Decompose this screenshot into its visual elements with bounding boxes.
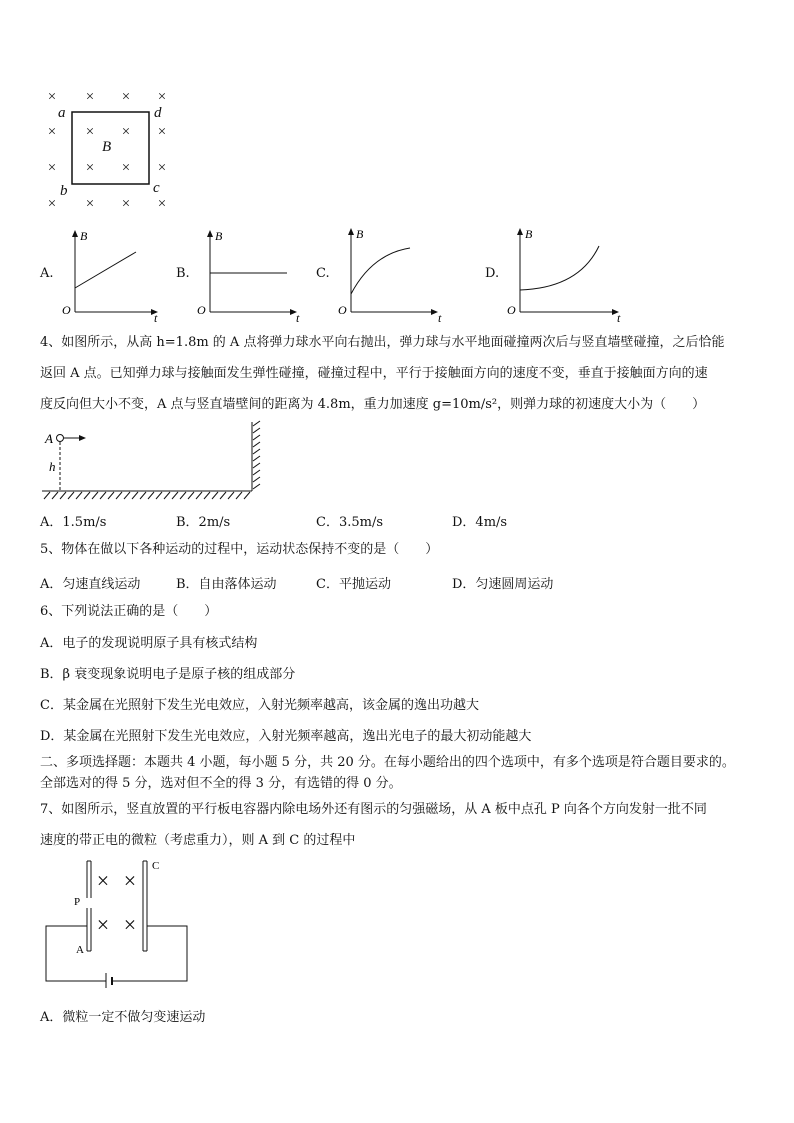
cross-mark: × — [121, 89, 131, 105]
q7-option-a[interactable]: A．微粒一定不做匀变速运动 — [40, 1010, 206, 1025]
plate-label-C: C — [152, 860, 160, 872]
cross-mark: × — [121, 124, 131, 140]
cross-mark: × — [157, 89, 167, 105]
q5-stem: 5、物体在做以下各种运动的过程中，运动状态保持不变的是（ ） — [40, 542, 439, 557]
q6-option-a[interactable]: A．电子的发现说明原子具有核式结构 — [40, 636, 258, 651]
cross-mark: × — [47, 160, 57, 176]
capacitor-circuit-figure — [40, 856, 195, 988]
q6-option-b[interactable]: B．β 衰变现象说明电子是原子核的组成部分 — [40, 667, 296, 682]
q4-option-a[interactable]: A．1.5m/s — [40, 515, 107, 530]
q4-option-b[interactable]: B．2m/s — [176, 515, 231, 530]
origin-label: O — [197, 303, 206, 317]
q5-option-b[interactable]: B．自由落体运动 — [176, 577, 277, 592]
q4-option-c[interactable]: C．3.5m/s — [316, 515, 383, 530]
cross-mark: × — [47, 89, 57, 105]
corner-label-c: c — [153, 180, 160, 196]
cross-mark: × — [157, 196, 167, 212]
magnetic-field-figure — [40, 84, 180, 214]
q6-option-d[interactable]: D．某金属在光照射下发生光电效应，入射光频率越高，逸出光电子的最大初动能越大 — [40, 729, 532, 744]
cross-mark: × — [85, 124, 95, 140]
q3-option-c-label: C. — [316, 266, 330, 281]
q4-stem-line-1: 4、如图所示，从高 h=1.8m 的 A 点将弹力球水平向右抛出，弹力球与水平地面碰撞两次后与竖直墙壁碰撞，之后恰能 — [40, 335, 725, 350]
projectile-wall-figure — [38, 420, 270, 502]
cross-mark: × — [123, 868, 137, 893]
curve-convex — [520, 246, 599, 290]
graph-option-c — [334, 222, 454, 322]
graph-option-b — [193, 226, 308, 322]
q6-option-c[interactable]: C．某金属在光照射下发生光电效应，入射光频率越高，该金属的逸出功越大 — [40, 698, 479, 713]
q3-option-d-label: D. — [485, 266, 500, 281]
corner-label-d: d — [154, 105, 162, 121]
origin-label: O — [338, 303, 347, 317]
cross-mark: × — [47, 124, 57, 140]
origin-label: O — [62, 303, 71, 317]
curve-linear — [75, 252, 136, 288]
q7-stem-line-2: 速度的带正电的微粒（考虑重力），则 A 到 C 的过程中 — [40, 833, 356, 848]
x-axis-label: t — [296, 311, 300, 322]
y-axis-label: B — [525, 227, 533, 241]
cross-mark: × — [85, 89, 95, 105]
cross-mark: × — [47, 196, 57, 212]
cross-mark: × — [96, 868, 110, 893]
graph-option-a — [58, 226, 168, 322]
q4-option-d[interactable]: D．4m/s — [452, 515, 508, 530]
cross-mark: × — [157, 124, 167, 140]
plate-label-A: A — [76, 944, 84, 956]
x-axis-label: t — [438, 311, 442, 322]
q4-stem-line-2: 返回 A 点。已知弹力球与接触面发生弹性碰撞，碰撞过程中，平行于接触面方向的速度不变，垂直于接触面方向的速 — [40, 366, 708, 381]
y-axis-label: B — [80, 229, 88, 243]
cross-mark: × — [85, 196, 95, 212]
y-axis-label: B — [215, 229, 223, 243]
point-label-A: A — [45, 431, 53, 446]
cross-mark: × — [96, 912, 110, 937]
q3-option-b-label: B. — [176, 266, 190, 281]
section-2-instructions-line-1: 二、多项选择题：本题共 4 小题，每小题 5 分，共 20 分。在每小题给出的四个选项中，有多个选项是符合题目要求的。 — [40, 755, 735, 770]
curve-concave — [351, 248, 410, 294]
y-axis-label: B — [356, 227, 364, 241]
q6-stem: 6、下列说法正确的是（ ） — [40, 604, 218, 619]
q3-option-a-label: A. — [40, 266, 54, 281]
corner-label-b: b — [60, 183, 68, 199]
corner-label-a: a — [58, 105, 66, 121]
ball — [57, 435, 64, 442]
origin-label: O — [507, 303, 516, 317]
q5-option-a[interactable]: A．匀速直线运动 — [40, 577, 141, 592]
cross-mark: × — [85, 160, 95, 176]
height-label-h: h — [49, 459, 56, 474]
graph-option-d — [503, 222, 633, 322]
cross-mark: × — [121, 160, 131, 176]
cross-mark: × — [121, 196, 131, 212]
hole-label-P: P — [74, 896, 81, 908]
x-axis-label: t — [154, 311, 158, 322]
x-axis-label: t — [617, 311, 621, 322]
q5-option-c[interactable]: C．平抛运动 — [316, 577, 391, 592]
q7-stem-line-1: 7、如图所示，竖直放置的平行板电容器内除电场外还有图示的匀强磁场，从 A 板中点孔 P 向各个方向发射一批不同 — [40, 802, 707, 817]
cross-mark: × — [123, 912, 137, 937]
cross-mark: × — [157, 160, 167, 176]
section-2-instructions-line-2: 全部选对的得 5 分，选对但不全的得 3 分，有选错的得 0 分。 — [40, 776, 402, 791]
q4-stem-line-3: 度反向但大小不变，A 点与竖直墙壁间的距离为 4.8m，重力加速度 g=10m/s²，则弹力球的初速度大小为（ ） — [40, 397, 706, 412]
field-label-B: B — [102, 139, 112, 155]
wire-left — [46, 926, 102, 981]
q5-option-d[interactable]: D．匀速圆周运动 — [452, 577, 554, 592]
